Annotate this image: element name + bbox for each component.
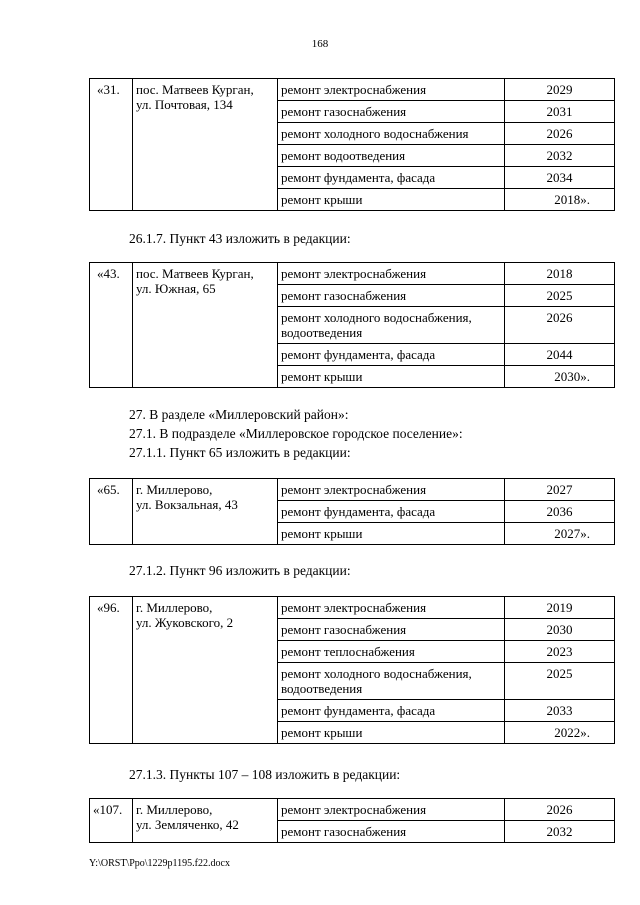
work-year: 2032 — [505, 821, 615, 843]
work-type: ремонт холодного водоснабжения, водоотведения — [278, 307, 505, 344]
work-year: 2036 — [505, 501, 615, 523]
paragraph: 26.1.7. Пункт 43 изложить в редакции: — [129, 231, 351, 246]
work-type: ремонт крыши — [278, 366, 505, 388]
table-item-65 — [89, 478, 615, 545]
work-type: ремонт электроснабжения — [278, 479, 505, 501]
work-type: ремонт электроснабжения — [278, 597, 505, 619]
work-type: ремонт теплоснабжения — [278, 641, 505, 663]
work-type: ремонт электроснабжения — [278, 79, 505, 101]
work-type: ремонт газоснабжения — [278, 285, 505, 307]
work-type: ремонт холодного водоснабжения — [278, 123, 505, 145]
work-year: 2019 — [505, 597, 615, 619]
work-year: 2030 — [505, 619, 615, 641]
work-type: ремонт электроснабжения — [278, 263, 505, 285]
work-year: 2029 — [505, 79, 615, 101]
page-number: 168 — [311, 38, 329, 50]
work-year: 2026 — [505, 799, 615, 821]
table-item-96 — [89, 596, 615, 744]
work-year: 2022». — [505, 722, 615, 744]
work-year: 2030». — [505, 366, 615, 388]
work-type: ремонт электроснабжения — [278, 799, 505, 821]
item-address: пос. Матвеев Курган, ул. Южная, 65 — [133, 263, 278, 388]
work-type: ремонт газоснабжения — [278, 821, 505, 843]
table-item-107 — [89, 798, 615, 843]
file-path-footer: Y:\ORST\Ppo\1229p1195.f22.docx — [89, 858, 230, 869]
table-item-43 — [89, 262, 615, 388]
item-address: г. Миллерово, ул. Вокзальная, 43 — [133, 479, 278, 545]
paragraph: 27.1. В подразделе «Миллеровское городское поселение»: — [129, 426, 463, 441]
work-type: ремонт фундамента, фасада — [278, 501, 505, 523]
work-type: ремонт газоснабжения — [278, 619, 505, 641]
table-item-31 — [89, 78, 615, 211]
work-year: 2027 — [505, 479, 615, 501]
work-year: 2023 — [505, 641, 615, 663]
work-year: 2025 — [505, 285, 615, 307]
work-year: 2027». — [505, 523, 615, 545]
work-type: ремонт фундамента, фасада — [278, 344, 505, 366]
work-year: 2031 — [505, 101, 615, 123]
paragraph: 27.1.2. Пункт 96 изложить в редакции: — [129, 563, 351, 578]
work-type: ремонт газоснабжения — [278, 101, 505, 123]
work-year: 2018». — [505, 189, 615, 211]
paragraph: 27. В разделе «Миллеровский район»: — [129, 407, 349, 422]
item-number: «65. — [90, 479, 133, 545]
paragraph: 27.1.1. Пункт 65 изложить в редакции: — [129, 445, 351, 460]
work-type: ремонт крыши — [278, 722, 505, 744]
work-year: 2044 — [505, 344, 615, 366]
item-address: г. Миллерово, ул. Земляченко, 42 — [133, 799, 278, 843]
item-address: пос. Матвеев Курган, ул. Почтовая, 134 — [133, 79, 278, 211]
work-type: ремонт крыши — [278, 189, 505, 211]
work-year: 2026 — [505, 123, 615, 145]
item-address: г. Миллерово, ул. Жуковского, 2 — [133, 597, 278, 744]
work-type: ремонт фундамента, фасада — [278, 700, 505, 722]
work-year: 2034 — [505, 167, 615, 189]
work-year: 2025 — [505, 663, 615, 700]
work-type: ремонт водоотведения — [278, 145, 505, 167]
item-number: «31. — [90, 79, 133, 211]
item-number: «107. — [90, 799, 133, 843]
work-year: 2026 — [505, 307, 615, 344]
work-type: ремонт фундамента, фасада — [278, 167, 505, 189]
work-type: ремонт крыши — [278, 523, 505, 545]
paragraph: 27.1.3. Пункты 107 – 108 изложить в редакции: — [129, 767, 401, 782]
work-type: ремонт холодного водоснабжения, водоотведения — [278, 663, 505, 700]
item-number: «43. — [90, 263, 133, 388]
item-number: «96. — [90, 597, 133, 744]
work-year: 2032 — [505, 145, 615, 167]
work-year: 2033 — [505, 700, 615, 722]
work-year: 2018 — [505, 263, 615, 285]
